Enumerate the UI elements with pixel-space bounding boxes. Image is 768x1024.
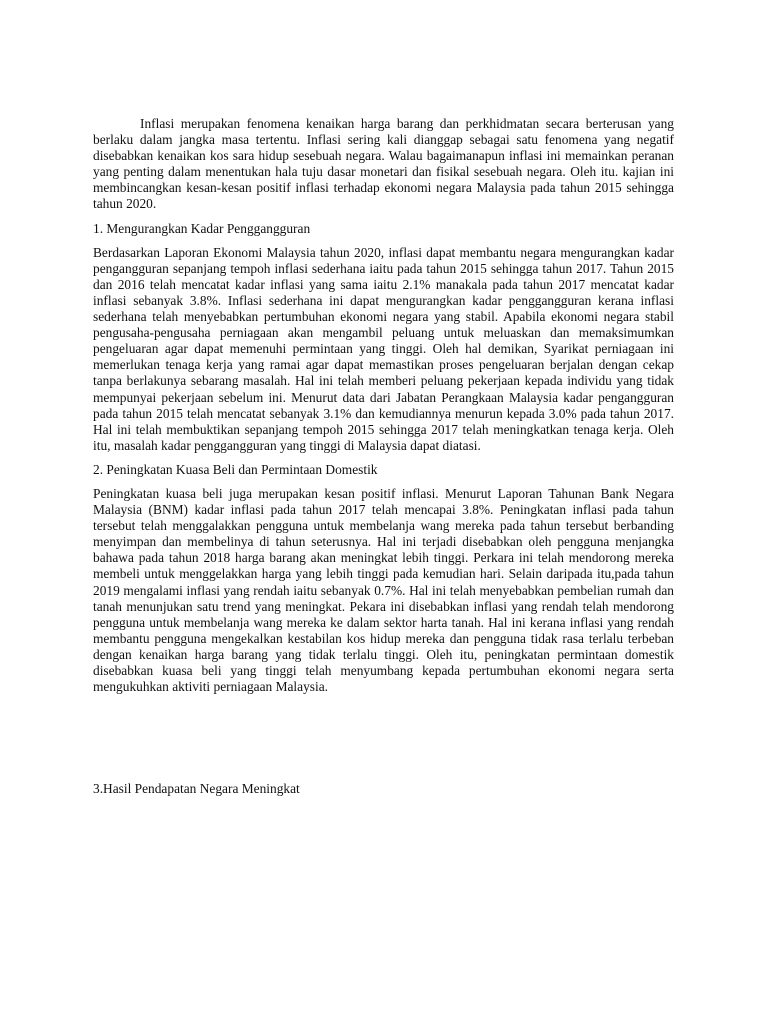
intro-paragraph: Inflasi merupakan fenomena kenaikan harga barang dan perkhidmatan secara berterusan yang berlaku dalam jangka masa tertentu. Inflasi sering kali dianggap sebagai satu fenomena yang negatif disebabkan kenaikan kos sara hidup sesebuah negara. Walau bagaimanapun inflasi ini memainkan peranan yang penting dalam menentukan hala tuju dasar monetari dan fisikal sesebuah negara. Oleh itu. kajian ini membincangkan kesan-kesan positif inflasi terhadap ekonomi negara Malaysia pada tahun 2015 sehingga tahun 2020. bbox=[93, 116, 674, 212]
section-2-paragraph: Peningkatan kuasa beli juga merupakan kesan positif inflasi. Menurut Laporan Tahunan Bank Negara Malaysia (BNM) kadar inflasi pada tahun 2017 telah mencapai 3.8%. Peningkatan inflasi pada tahun tersebut telah menggalakkan pengguna untuk membelanja wang mereka pada tahun tersebut berbanding menyimpan dan membelinya di tahun seterusnya. Hal ini terjadi disebabkan oleh pengguna menjangka bahawa pada tahun 2018 harga barang akan meningkat lebih tinggi. Perkara ini telah mendorong mereka membeli untuk menggelakkan harga yang lebih tinggi pada kemudian hari. Selain daripada itu,pada tahun 2019 mengalami inflasi yang rendah iaitu sebanyak 0.7%. Hal ini telah menyebabkan pembelian rumah dan tanah menunjukan satu trend yang meningkat. Pekara ini disebabkan inflasi yang rendah telah mendorong pengguna untuk membelanja wang mereka ke dalam sektor harta tanah. Hal ini kerana inflasi yang rendah membantu pengguna mengekalkan kestabilan kos hidup mereka dan pengguna tidak rasa terlalu terbeban dengan kenaikan harga barang yang tidak terlalu tinggi. Oleh itu, peningkatan permintaan domestik disebabkan kuasa beli yang tinggi telah menyumbang kepada pertumbuhan ekonomi negara serta mengukuhkan aktiviti perniagaan Malaysia. bbox=[93, 485, 674, 695]
section-3-heading: 3.Hasil Pendapatan Negara Meningkat bbox=[93, 781, 300, 797]
section-1-paragraph: Berdasarkan Laporan Ekonomi Malaysia tahun 2020, inflasi dapat membantu negara mengurangkan kadar pengangguran sepanjang tempoh inflasi sederhana iaitu pada tahun 2015 sehingga tahun 2017. Tahun 2015 dan 2016 telah mencatat kadar inflasi yang sama iaitu 2.1% manakala pada tahun 2017 mencatat kadar inflasi sebanyak 3.8%. Inflasi sederhana ini dapat mengurangkan kadar penggangguran kerana inflasi sederhana telah menyebabkan pertumbuhan ekonomi negara yang stabil. Apabila ekonomi negara stabil pengusaha-pengusaha perniagaan akan mengambil peluang untuk meluaskan dan memaksimumkan pengeluaran agar dapat memenuhi permintaan yang tinggi. Oleh hal demikan, Syarikat perniagaan ini memerlukan tenaga kerja yang ramai agar dapat memastikan proses pengeluaran berjalan dengan cekap tanpa berlakunya sebarang masalah. Hal ini telah memberi peluang pekerjaan kepada individu yang tidak mempunyai pekerjaan sebelum ini. Menurut data dari Jabatan Perangkaan Malaysia kadar pengangguran pada tahun 2015 telah mencatat sebanyak 3.1% dan kemudiannya menurun kepada 3.0% pada tahun 2017. Hal ini telah membuktikan sepanjang tempoh 2015 sehingga 2017 telah meningkatkan tenaga kerja. Oleh itu, masalah kadar penggangguran yang tinggi di Malaysia dapat diatasi. bbox=[93, 244, 674, 453]
section-2-heading: 2. Peningkatan Kuasa Beli dan Permintaan Domestik bbox=[93, 461, 378, 477]
section-1-heading: 1. Mengurangkan Kadar Penggangguran bbox=[93, 220, 311, 236]
document-body bbox=[93, 116, 674, 797]
